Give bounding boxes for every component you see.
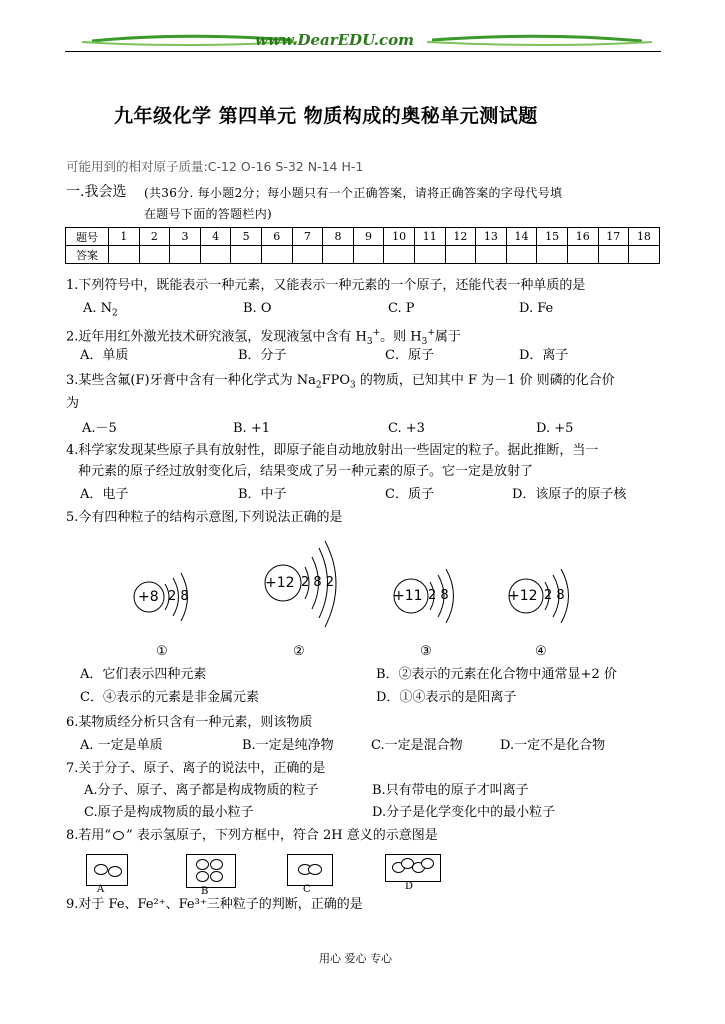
stem-text: 3.某些含氟(F)牙膏中含有一种化学式为 Na bbox=[66, 373, 316, 388]
question-2-option-b: B．分子 bbox=[238, 348, 287, 363]
question-number: 8 bbox=[323, 228, 354, 246]
question-6-option-a: A. 一定是单质 bbox=[80, 738, 163, 753]
question-number: 1 bbox=[109, 228, 140, 246]
question-3-option-c: C. +3 bbox=[388, 421, 425, 436]
question-5-option-d: D．①④表示的是阳离子 bbox=[376, 690, 517, 705]
stem-text: FPO bbox=[321, 373, 350, 388]
answer-cell[interactable] bbox=[445, 246, 476, 264]
question-3-option-a: A.－5 bbox=[82, 421, 117, 436]
atomic-masses: 可能用到的相对原子质量:C-12 O-16 S-32 N-14 H-1 bbox=[66, 159, 364, 174]
nucleus-label: +8 bbox=[138, 589, 159, 605]
answer-cell[interactable] bbox=[414, 246, 445, 264]
question-7-option-a: A.分子、原子、离子都是构成物质的粒子 bbox=[84, 783, 319, 798]
table-row-label: 题号 bbox=[66, 228, 109, 246]
question-5-option-b: B．②表示的元素在化合物中通常显+2 价 bbox=[376, 667, 617, 682]
subscript: 3 bbox=[366, 336, 373, 347]
answer-cell[interactable] bbox=[261, 246, 292, 264]
question-3-option-d: D. +5 bbox=[536, 421, 574, 436]
question-6-option-b: B.一定是纯净物 bbox=[242, 738, 334, 753]
hydrogen-atom-icon bbox=[113, 831, 124, 840]
question-4-option-b: B．中子 bbox=[238, 487, 287, 502]
answer-cell[interactable] bbox=[384, 246, 415, 264]
answer-cell[interactable] bbox=[353, 246, 384, 264]
answer-cell[interactable] bbox=[200, 246, 231, 264]
question-3-stem-line2: 为 bbox=[66, 396, 80, 411]
option-a-label: A bbox=[97, 884, 105, 895]
question-7-option-c: C.原子是构成物质的最小粒子 bbox=[84, 805, 254, 820]
option-b-label: B bbox=[201, 886, 209, 897]
hydrogen-atom-icon bbox=[94, 864, 108, 875]
answer-cell[interactable] bbox=[629, 246, 660, 264]
header-site-text: www.DearEDU.com bbox=[255, 31, 415, 49]
hydrogen-atom-icon bbox=[210, 871, 223, 882]
nucleus-label: +11 bbox=[393, 588, 423, 604]
hydrogen-atom-icon bbox=[196, 859, 209, 870]
question-2-option-d: D．离子 bbox=[519, 348, 569, 363]
question-3-option-b: B. +1 bbox=[233, 421, 270, 436]
question-4-option-d: D．该原子的原子核 bbox=[512, 487, 627, 502]
question-8-stem bbox=[66, 827, 438, 845]
question-number: 16 bbox=[567, 228, 598, 246]
stem-text: 的物质，已知其中 F 为－1 价 则磷的化合价 bbox=[355, 373, 615, 388]
question-2-option-a: A．单质 bbox=[80, 348, 129, 363]
header-rule bbox=[65, 51, 661, 52]
subscript: 2 bbox=[315, 380, 322, 391]
shell-electrons: 2 8 bbox=[544, 588, 565, 603]
option-text: A. N bbox=[83, 301, 113, 316]
stem-text: 8.若用“ bbox=[66, 828, 112, 843]
question-4-option-c: C．质子 bbox=[385, 487, 434, 502]
particle-label-1: ① bbox=[156, 644, 168, 659]
question-number: 5 bbox=[231, 228, 262, 246]
question-number: 9 bbox=[353, 228, 384, 246]
question-1-option-b: B. O bbox=[243, 301, 272, 316]
hydrogen-atom-icon bbox=[196, 871, 209, 882]
answer-cell[interactable] bbox=[323, 246, 354, 264]
particle-label-3: ③ bbox=[420, 644, 432, 659]
shell-electrons: 2 8 bbox=[168, 589, 189, 604]
answer-table bbox=[65, 227, 660, 264]
shell-electrons: 2 8 bbox=[428, 588, 449, 603]
hydrogen-atom-icon bbox=[108, 866, 122, 877]
answer-cell[interactable] bbox=[476, 246, 507, 264]
particle-diagram-1 bbox=[125, 560, 205, 635]
question-1-stem: 1.下列符号中，既能表示一种元素，又能表示一种元素的一个原子，还能代表一种单质的是 bbox=[66, 278, 586, 293]
nucleus-label: +12 bbox=[508, 588, 538, 604]
stem-text: 2.近年用红外激光技术研究液氢，发现液氢中含有 H bbox=[66, 329, 367, 345]
answer-cell[interactable] bbox=[292, 246, 323, 264]
hydrogen-atom-icon bbox=[308, 864, 322, 875]
section-heading: 一.我会选 bbox=[66, 184, 127, 200]
question-6-stem: 6.某物质经分析只含有一种元素，则该物质 bbox=[66, 715, 313, 730]
subscript: 2 bbox=[112, 308, 118, 319]
subscript: 3 bbox=[421, 336, 428, 347]
question-number: 15 bbox=[537, 228, 568, 246]
question-7-option-d: D.分子是化学变化中的最小粒子 bbox=[372, 805, 556, 820]
stem-text: ” 表示氢原子，下列方框中，符合 2H 意义的示意图是 bbox=[126, 828, 438, 843]
question-number: 12 bbox=[445, 228, 476, 246]
question-number: 6 bbox=[261, 228, 292, 246]
answer-cell[interactable] bbox=[506, 246, 537, 264]
option-c-label: C bbox=[303, 884, 311, 895]
question-number: 7 bbox=[292, 228, 323, 246]
nucleus-label: +12 bbox=[265, 575, 295, 591]
shell-electrons: 2 8 2 bbox=[301, 575, 335, 590]
question-4-stem-line2: 种元素的原子经过放射变化后，结果变成了另一种元素的原子。它一定是放射了 bbox=[78, 464, 534, 479]
answer-cell[interactable] bbox=[537, 246, 568, 264]
table-row bbox=[66, 228, 660, 246]
question-5-stem: 5.今有四种粒子的结构示意图,下列说法正确的是 bbox=[66, 510, 343, 525]
particle-label-2: ② bbox=[293, 644, 305, 659]
question-number: 17 bbox=[598, 228, 629, 246]
subscript: 3 bbox=[350, 380, 356, 391]
table-row-label: 答案 bbox=[66, 246, 109, 264]
question-number: 10 bbox=[384, 228, 415, 246]
section-instruction: (共36分. 每小题2分；每小题只有一个正确答案，请将正确答案的字母代号填 bbox=[144, 186, 563, 200]
answer-cell[interactable] bbox=[170, 246, 201, 264]
question-4-stem: 4.科学家发现某些原子具有放射性，即原子能自动地放射出一些固定的粒子。据此推断，当一 bbox=[66, 443, 599, 458]
question-3-stem bbox=[66, 372, 615, 395]
superscript: + bbox=[372, 328, 381, 338]
question-6-option-c: C.一定是混合物 bbox=[371, 738, 463, 753]
question-number: 2 bbox=[139, 228, 170, 246]
question-number: 13 bbox=[476, 228, 507, 246]
question-5-option-c: C．④表示的元素是非金属元素 bbox=[80, 690, 259, 705]
answer-cell[interactable] bbox=[598, 246, 629, 264]
question-number: 3 bbox=[170, 228, 201, 246]
question-number: 4 bbox=[200, 228, 231, 246]
question-number: 11 bbox=[414, 228, 445, 246]
question-7-stem: 7.关于分子、原子、离子的说法中，正确的是 bbox=[66, 761, 326, 776]
answer-cell[interactable] bbox=[567, 246, 598, 264]
question-1-option-c: C. P bbox=[388, 301, 415, 316]
table-row bbox=[66, 246, 660, 264]
answer-cell[interactable] bbox=[231, 246, 262, 264]
hydrogen-atom-icon bbox=[421, 858, 434, 869]
particle-label-4: ④ bbox=[535, 644, 547, 659]
option-d-label: D bbox=[405, 881, 414, 892]
option-b-box bbox=[186, 854, 236, 888]
question-number: 14 bbox=[506, 228, 537, 246]
page-title: 九年级化学 第四单元 物质构成的奥秘单元测试题 bbox=[114, 105, 538, 127]
question-7-option-b: B.只有带电的原子才叫离子 bbox=[372, 783, 529, 798]
question-1-option-a bbox=[83, 300, 118, 323]
hydrogen-atom-icon bbox=[210, 859, 223, 870]
stem-text: 。则 H bbox=[380, 329, 422, 345]
superscript: + bbox=[427, 328, 435, 338]
question-9-stem: 9.对于 Fe、Fe²⁺、Fe³⁺三种粒子的判断，正确的是 bbox=[66, 897, 363, 912]
section-instruction-2: 在题号下面的答题栏内) bbox=[144, 207, 272, 221]
question-1-option-d: D. Fe bbox=[519, 301, 554, 316]
question-5-option-a: A．它们表示四种元素 bbox=[80, 667, 207, 682]
question-number: 18 bbox=[629, 228, 660, 246]
answer-cell[interactable] bbox=[109, 246, 140, 264]
stem-text: 属于 bbox=[434, 329, 461, 345]
page-footer: 用心 爱心 专心 bbox=[319, 952, 392, 965]
question-2-option-c: C．原子 bbox=[385, 348, 434, 363]
question-6-option-d: D.一定不是化合物 bbox=[500, 738, 606, 753]
answer-cell[interactable] bbox=[139, 246, 170, 264]
question-4-option-a: A．电子 bbox=[80, 487, 129, 502]
